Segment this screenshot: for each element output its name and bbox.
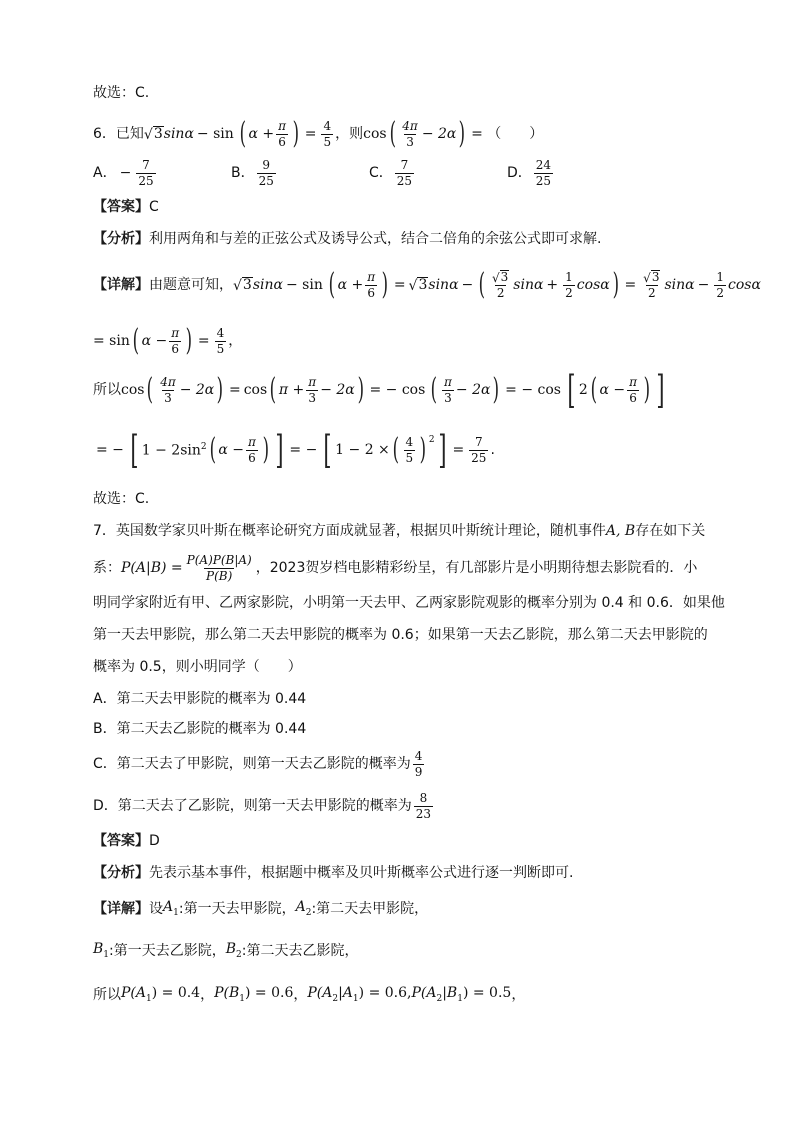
detail-tag: 【详解】 — [93, 277, 149, 293]
q7-events: A, B — [605, 523, 636, 539]
answer-choice-6 — [93, 492, 754, 506]
q6-then: ，则 — [335, 126, 364, 142]
left-paren: ( — [430, 372, 438, 407]
equals: = — [197, 333, 210, 349]
bayes-fraction: $\frac{P(A)P(B|A)}{P(B)}$ — [186, 552, 252, 583]
alpha-minus: α − — [218, 442, 244, 458]
fraction-sqrt3-over-2: √ 3 2 — [643, 270, 660, 301]
left-paren: ( — [132, 323, 139, 358]
left-paren: ( — [209, 432, 216, 467]
fraction-4pi-over-3: $\frac{4\pi}{3}$ — [160, 374, 176, 405]
option-b — [231, 159, 369, 187]
cos: cos — [121, 382, 145, 398]
equals: = — [304, 126, 317, 142]
prob-a1: $P(A_1) = 0.4$ — [121, 985, 201, 1004]
right-paren: ) — [262, 432, 269, 467]
end-comma: ， — [511, 986, 526, 1003]
answer-6 — [93, 200, 754, 214]
fraction-pi-over-6: $\frac{\pi}{6}$ — [247, 434, 256, 465]
cos-alpha: cosα — [576, 277, 610, 293]
answer-choice-prev — [93, 86, 754, 100]
analysis-text: 利用两角和与差的正弦公式及诱导公式，结合二倍角的余弦公式即可求解. — [149, 231, 602, 247]
right-paren: ) — [643, 372, 651, 407]
event-b2-desc: :第二天去乙影院， — [241, 942, 359, 959]
left-bracket: [ — [130, 428, 139, 472]
option-c-label: C． — [369, 165, 393, 181]
answer-choice-text: 故选：C. — [93, 491, 150, 507]
option-a — [93, 159, 231, 187]
alpha-minus: α − — [141, 333, 168, 349]
fraction-4-over-5: $\frac{4}{5}$ — [323, 118, 332, 149]
event-b1: $B_1$ — [93, 941, 110, 960]
event-a1: $A_1$ — [163, 899, 179, 918]
cos: cos — [243, 382, 268, 398]
right-paren: ) — [357, 372, 364, 407]
right-paren: ) — [185, 323, 193, 358]
detail-6-line-2 — [93, 324, 754, 358]
option-b-fraction: $\frac{9}{25}$ — [258, 157, 274, 188]
option-a-label: A． — [93, 165, 117, 181]
sin-alpha: sinα — [252, 277, 283, 293]
answer-7 — [93, 834, 754, 848]
equals: = — [452, 442, 465, 458]
option-c-fraction: $\frac{4}{9}$ — [414, 748, 423, 779]
detail-7-line-3 — [93, 986, 754, 1004]
equals: = — [393, 277, 406, 293]
detail-tag: 【详解】 — [93, 900, 149, 917]
question-7-line-5 — [93, 660, 754, 674]
minus-sin: − sin — [285, 277, 323, 293]
eq-neg: = − — [289, 442, 318, 458]
option-b-text: B．第二天去乙影院的概率为 0.44 — [93, 721, 307, 737]
detail-6-line-4 — [93, 430, 754, 470]
option-b-label: B． — [231, 165, 255, 181]
analysis-7 — [93, 866, 754, 880]
fraction-pi-over-6: $\frac{\pi}{6}$ — [171, 325, 180, 356]
detail-6-line-1 — [93, 267, 761, 302]
sin-alpha: sinα — [513, 277, 544, 293]
option-7-d — [93, 788, 754, 824]
eq-neg: = − — [96, 442, 124, 458]
so-text: 所以 — [93, 382, 121, 398]
separator: ， — [293, 986, 308, 1003]
left-paren: ( — [590, 372, 597, 407]
right-paren: ) — [216, 372, 224, 407]
bayes-left: P(A|B) = — [121, 560, 183, 576]
left-bracket: [ — [567, 368, 576, 412]
option-d-text: D．第二天去了乙影院，则第一天去甲影院的概率为 — [93, 798, 412, 814]
minus-2alpha: − 2α — [179, 382, 215, 398]
detail-7-line-2 — [93, 942, 754, 960]
sin-alpha: sinα — [428, 277, 459, 293]
prob-a2-given-b1: $P(A_2|B_1) = 0.5$ — [411, 985, 512, 1004]
set-text: 设 — [149, 900, 163, 917]
q6-minus-sin: − sin — [196, 126, 234, 142]
right-paren: ) — [292, 116, 300, 151]
q7-text-3: 明同学家附近有甲、乙两家影院，小明第一天去甲、乙两家影院观影的概率分别为 0.4 和 0.6．如果他 — [93, 595, 725, 611]
detail-7-line-1 — [93, 900, 754, 918]
left-paren: ( — [239, 116, 246, 151]
option-7-c — [93, 746, 754, 782]
q7-text-1: 7．英国数学家贝叶斯在概率论研究方面成就显著，根据贝叶斯统计理论，随机事件 — [93, 523, 606, 539]
question-7-line-4 — [93, 628, 754, 642]
sqrt-3: √ 3 — [143, 125, 163, 144]
q7-text-5: 概率为 0.5，则小明同学（ ） — [93, 659, 302, 675]
option-c-text: C．第二天去了甲影院，则第一天去乙影院的概率为 — [93, 756, 411, 772]
equals: = — [624, 277, 637, 293]
q6-sin-alpha: sinα — [163, 126, 194, 142]
separator: ， — [200, 986, 215, 1003]
question-7-line-2 — [93, 550, 754, 586]
q6-cos: cos — [363, 126, 387, 142]
neg-cos: = − cos — [505, 382, 561, 398]
answer-choice-text: 故选：C. — [93, 85, 150, 101]
right-paren: ) — [493, 372, 500, 407]
right-bracket: ] — [274, 428, 284, 472]
option-a-text: A．第二天去甲影院的概率为 0.44 — [93, 691, 307, 707]
analysis-tag: 【分析】 — [93, 231, 149, 247]
left-paren: ( — [389, 116, 396, 151]
fraction-1-over-2: $\frac{1}{2}$ — [716, 269, 724, 300]
eq-sin: = sin — [93, 333, 130, 349]
q6-minus-2alpha: − 2α — [421, 126, 457, 142]
fraction-pi-over-3: $\frac{\pi}{3}$ — [308, 374, 317, 405]
sqrt-3: √ 3 — [233, 276, 252, 295]
question-7-line-3 — [93, 596, 754, 610]
minus-2alpha: − 2α — [320, 382, 355, 398]
question-6 — [93, 118, 754, 150]
right-paren: ) — [381, 267, 389, 302]
event-a2-desc: :第二天去甲影院， — [311, 900, 429, 917]
minus: − — [461, 277, 474, 293]
option-d-fraction: $\frac{24}{25}$ — [535, 157, 552, 188]
cos-alpha: cosα — [727, 277, 761, 293]
two: 2 — [578, 382, 588, 398]
option-c-fraction: $\frac{7}{25}$ — [396, 157, 413, 188]
q6-alpha-plus: α + — [248, 126, 275, 142]
fraction-1-over-2: $\frac{1}{2}$ — [565, 269, 573, 300]
event-a2: $A_2$ — [295, 899, 312, 918]
left-paren: ( — [147, 372, 154, 407]
fraction-pi-over-6: $\frac{\pi}{6}$ — [367, 269, 376, 300]
alpha-minus: α − — [599, 382, 626, 398]
left-paren: ( — [392, 432, 399, 467]
period: . — [490, 442, 495, 458]
answer-value: C — [149, 199, 159, 215]
fraction-4pi-over-3: $\frac{4\pi}{3}$ — [402, 118, 418, 149]
fraction-4-over-5: $\frac{4}{5}$ — [216, 325, 225, 356]
detail-intro: 由题意可知， — [149, 277, 233, 293]
right-paren: ) — [419, 432, 427, 467]
left-paren: ( — [269, 372, 277, 407]
q7-text-1-end: 存在如下关 — [635, 523, 706, 539]
option-a-fraction: $\frac{7}{25}$ — [138, 157, 154, 188]
neg-cos: = − cos — [369, 382, 426, 398]
fraction-4-over-5: $\frac{4}{5}$ — [405, 434, 414, 465]
right-paren: ) — [612, 267, 619, 302]
pi-plus: π + — [278, 382, 305, 398]
right-bracket: ] — [437, 428, 447, 472]
minus-2alpha: − 2α — [455, 382, 491, 398]
plus: + — [546, 277, 559, 293]
sin-alpha: sinα — [664, 277, 695, 293]
analysis-6 — [93, 232, 754, 246]
event-a1-desc: :第一天去甲影院， — [178, 900, 296, 917]
option-d-label: D． — [507, 165, 532, 181]
fraction-7-over-25: $\frac{7}{25}$ — [471, 434, 487, 465]
answer-tag: 【答案】 — [93, 833, 149, 849]
left-paren: ( — [478, 267, 486, 302]
q6-number: 6．已知 — [93, 126, 144, 142]
q6-blank: = （ ） — [471, 126, 544, 142]
option-7-a — [93, 692, 754, 706]
equals: = — [228, 382, 241, 398]
q7-relation: 系： — [93, 560, 121, 576]
q7-text-4: 第一天去甲影院，那么第二天去甲影院的概率为 0.6；如果第一天去乙影院，那么第二天去甲影院的 — [93, 627, 708, 643]
prob-a2-given-a1: $P(A_2|A_1) = 0.6$, — [307, 985, 412, 1004]
so-text: 所以 — [93, 986, 121, 1003]
right-paren: ) — [459, 116, 466, 151]
option-c — [369, 159, 507, 187]
fraction-pi-over-6: $\frac{\pi}{6}$ — [278, 118, 287, 149]
square: 2 — [428, 435, 435, 445]
left-bracket: [ — [323, 428, 332, 472]
fraction-pi-over-6: $\frac{\pi}{6}$ — [629, 374, 637, 405]
one-minus-2sin: $1 - 2\sin^2$ — [141, 441, 207, 459]
q7-text-2: ，2023贺岁档电影精彩纷呈，有几部影片是小明期待想去影院看的．小 — [255, 560, 698, 576]
sqrt-3: √ 3 — [408, 276, 428, 295]
alpha-plus: α + — [337, 277, 364, 293]
prob-b1: $P(B_1) = 0.6$ — [214, 985, 294, 1004]
answer-value: D — [149, 833, 160, 849]
right-bracket: ] — [656, 368, 665, 412]
fraction-pi-over-3: $\frac{\pi}{3}$ — [444, 374, 452, 405]
event-b2: $B_2$ — [225, 941, 242, 960]
option-a-sign: − — [119, 165, 132, 181]
event-b1-desc: :第一天去乙影院， — [109, 942, 226, 959]
comma: ， — [228, 333, 243, 349]
left-paren: ( — [328, 267, 335, 302]
analysis-text: 先表示基本事件，根据题中概率及贝叶斯概率公式进行逐一判断即可. — [149, 865, 574, 881]
option-d-fraction: $\frac{8}{23}$ — [415, 790, 432, 821]
option-d — [507, 159, 645, 187]
minus: − — [697, 277, 710, 293]
option-7-b — [93, 722, 754, 736]
fraction-sqrt3-over-2: √ 3 2 — [491, 270, 509, 301]
question-6-options — [93, 157, 754, 189]
analysis-tag: 【分析】 — [93, 865, 149, 881]
answer-tag: 【答案】 — [93, 199, 149, 215]
one-minus-2x: 1 − 2 × — [335, 442, 390, 458]
question-7-line-1 — [93, 524, 754, 538]
detail-6-line-3 — [93, 368, 754, 412]
